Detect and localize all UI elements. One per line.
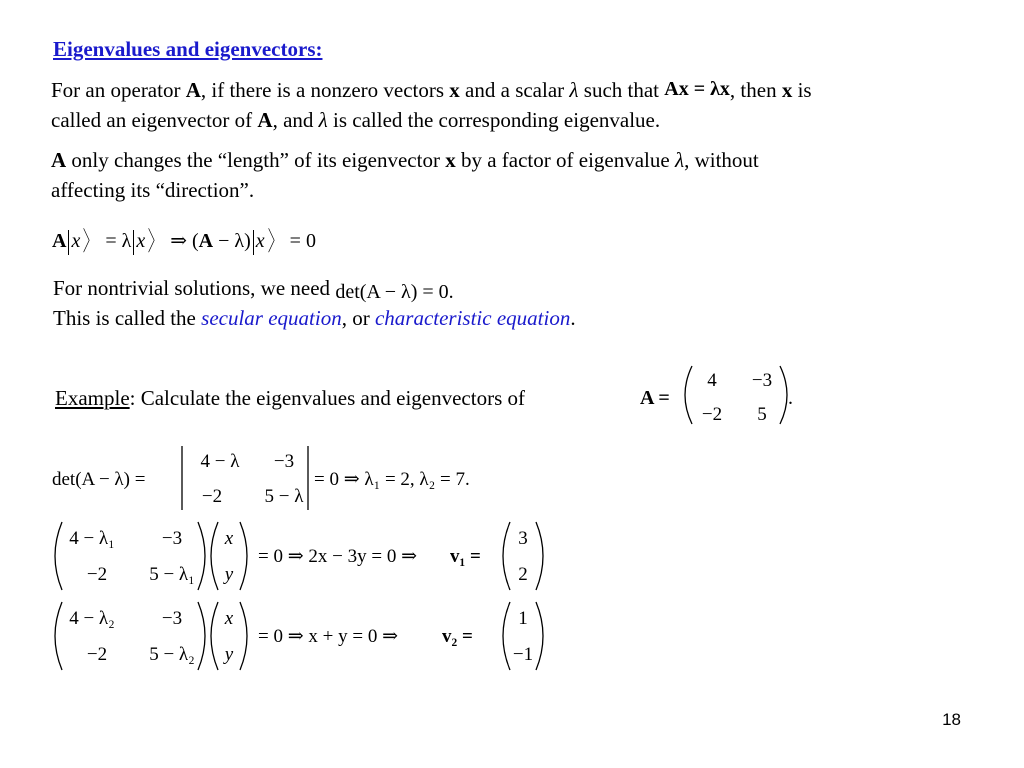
scalar-lambda-3: λ <box>674 148 685 172</box>
eq1-ket-1: 〉 <box>83 227 98 257</box>
example-label: Example <box>55 386 130 410</box>
characteristic-term: characteristic equation <box>374 306 571 330</box>
example-paren-left <box>685 366 692 424</box>
sys1-v: v₁ = <box>450 546 481 567</box>
def-text-3: and a scalar <box>459 78 570 102</box>
def2-text-3: is called the corresponding eigenvalue. <box>327 108 661 132</box>
sys1-paren-r3 <box>536 522 543 590</box>
eq1-ket-2: 〉 <box>148 227 163 257</box>
sys2-m21: −2 <box>86 644 108 665</box>
sys1-paren-l1 <box>55 522 62 590</box>
slide-title: Eigenvalues and eigenvectors: <box>53 37 323 61</box>
sys2-paren-l2 <box>211 602 218 670</box>
definition-line-1 <box>51 75 812 106</box>
def2-text-1: called an eigenvector of <box>51 108 258 132</box>
def-text-1: For an operator <box>51 78 186 102</box>
eq1-bar-2 <box>133 230 134 255</box>
eigen-equation: Ax = λx <box>664 78 730 100</box>
sys1-x: x <box>224 528 234 549</box>
sys2-paren-r3 <box>536 602 543 670</box>
sys1-paren-r2 <box>240 522 247 590</box>
eq1-minus: − λ) <box>213 230 251 252</box>
sys2-m22: 5 − λ₂ <box>149 644 195 665</box>
sys1-m12: −3 <box>161 528 183 549</box>
def-text-2: , if there is a nonzero vectors <box>200 78 450 102</box>
eq1-bar-3 <box>253 230 254 255</box>
determinant-equation <box>52 440 532 515</box>
sys1-y: y <box>224 564 234 585</box>
eq1-ket-3: 〉 <box>267 227 282 257</box>
secular-equation-formula: det(A − λ) = 0. <box>335 281 454 303</box>
example-matrix <box>640 360 810 430</box>
len-text-3: , without <box>684 148 759 172</box>
def-text-5: , then <box>729 78 782 102</box>
example-line <box>55 383 525 413</box>
sys2-paren-l1 <box>55 602 62 670</box>
sys2-x: x <box>224 608 234 629</box>
sys2-m12: −3 <box>161 608 183 629</box>
def-text-6: is <box>792 78 812 102</box>
nontrivial-text: For nontrivial solutions, we need <box>53 276 336 300</box>
sys2-paren-r1 <box>198 602 205 670</box>
secular-text-1: This is called the <box>53 306 202 330</box>
dirac-equation <box>52 227 316 255</box>
length-line-2: affecting its “direction”. <box>51 178 255 202</box>
example-text: : Calculate the eigenvalues and eigenvectors of <box>129 386 525 410</box>
sys1-m11: 4 − λ₁ <box>69 528 115 549</box>
def-text-4: such that <box>578 78 665 102</box>
det-m11: 4 − λ <box>200 451 240 472</box>
det-lhs: det(A − λ) = <box>52 469 146 490</box>
eq1-zero: = 0 <box>284 230 316 252</box>
nontrivial-line <box>53 273 454 304</box>
eq1-x-1: x <box>71 230 81 252</box>
example-paren-right <box>780 366 787 424</box>
eq1-x-2: x <box>136 230 146 252</box>
definition-line-2 <box>51 105 660 135</box>
sys1-paren-r1 <box>198 522 205 590</box>
det-m12: −3 <box>273 451 295 472</box>
sys2-m11: 4 − λ₂ <box>69 608 115 629</box>
vector-x-2: x <box>781 78 793 102</box>
example-m21: −2 <box>701 404 723 425</box>
vector-x-3: x <box>445 148 456 172</box>
secular-text-2: , or <box>341 306 375 330</box>
eigenvector-system-1 <box>52 518 552 596</box>
secular-text-3: . <box>570 306 576 330</box>
det-m21: −2 <box>201 486 223 507</box>
sys2-v: v₂ = <box>442 626 473 647</box>
scalar-lambda-2: λ <box>318 108 328 132</box>
eq1-A: A <box>52 230 67 252</box>
sys2-paren-l3 <box>503 602 510 670</box>
sys1-m21: −2 <box>86 564 108 585</box>
len-text-2: by a factor of eigenvalue <box>455 148 675 172</box>
sys2-r1: 1 <box>518 608 528 629</box>
operator-A-2: A <box>257 108 273 132</box>
example-m12: −3 <box>751 370 773 391</box>
sys1-paren-l2 <box>211 522 218 590</box>
sys1-paren-l3 <box>503 522 510 590</box>
len-text-1: only changes the “length” of its eigenvector <box>66 148 446 172</box>
sys2-mid: = 0 ⇒ x + y = 0 ⇒ <box>258 626 398 647</box>
eq1-eq: = λ <box>100 230 132 252</box>
sys2-y: y <box>224 644 234 665</box>
sys1-r1: 3 <box>518 528 528 549</box>
eq1-bar-1 <box>68 230 69 255</box>
example-m22: 5 <box>757 404 767 425</box>
secular-term: secular equation <box>201 306 342 330</box>
det-m22: 5 − λ <box>264 486 304 507</box>
det-rhs: = 0 ⇒ λ₁ = 2, λ₂ = 7. <box>314 469 470 490</box>
example-period: . <box>788 387 793 409</box>
length-line-1 <box>51 145 759 175</box>
def2-text-2: , and <box>272 108 319 132</box>
sys2-r2: −1 <box>512 644 534 665</box>
sys2-paren-r2 <box>240 602 247 670</box>
sys1-mid: = 0 ⇒ 2x − 3y = 0 ⇒ <box>258 546 417 567</box>
scalar-lambda: λ <box>569 78 579 102</box>
eigenvector-system-2 <box>52 598 552 676</box>
example-matrix-lhs: A = <box>640 387 670 409</box>
eq1-x-3: x <box>255 230 265 252</box>
vector-x: x <box>449 78 460 102</box>
operator-A-3: A <box>51 148 67 172</box>
secular-line <box>53 303 576 333</box>
eq1-A2: A <box>198 230 214 252</box>
sys1-m22: 5 − λ₁ <box>149 564 195 585</box>
eq1-arrow: ⇒ ( <box>165 230 199 252</box>
sys1-r2: 2 <box>518 564 528 585</box>
example-m11: 4 <box>707 370 717 391</box>
operator-A: A <box>185 78 201 102</box>
page-number: 18 <box>942 710 961 729</box>
